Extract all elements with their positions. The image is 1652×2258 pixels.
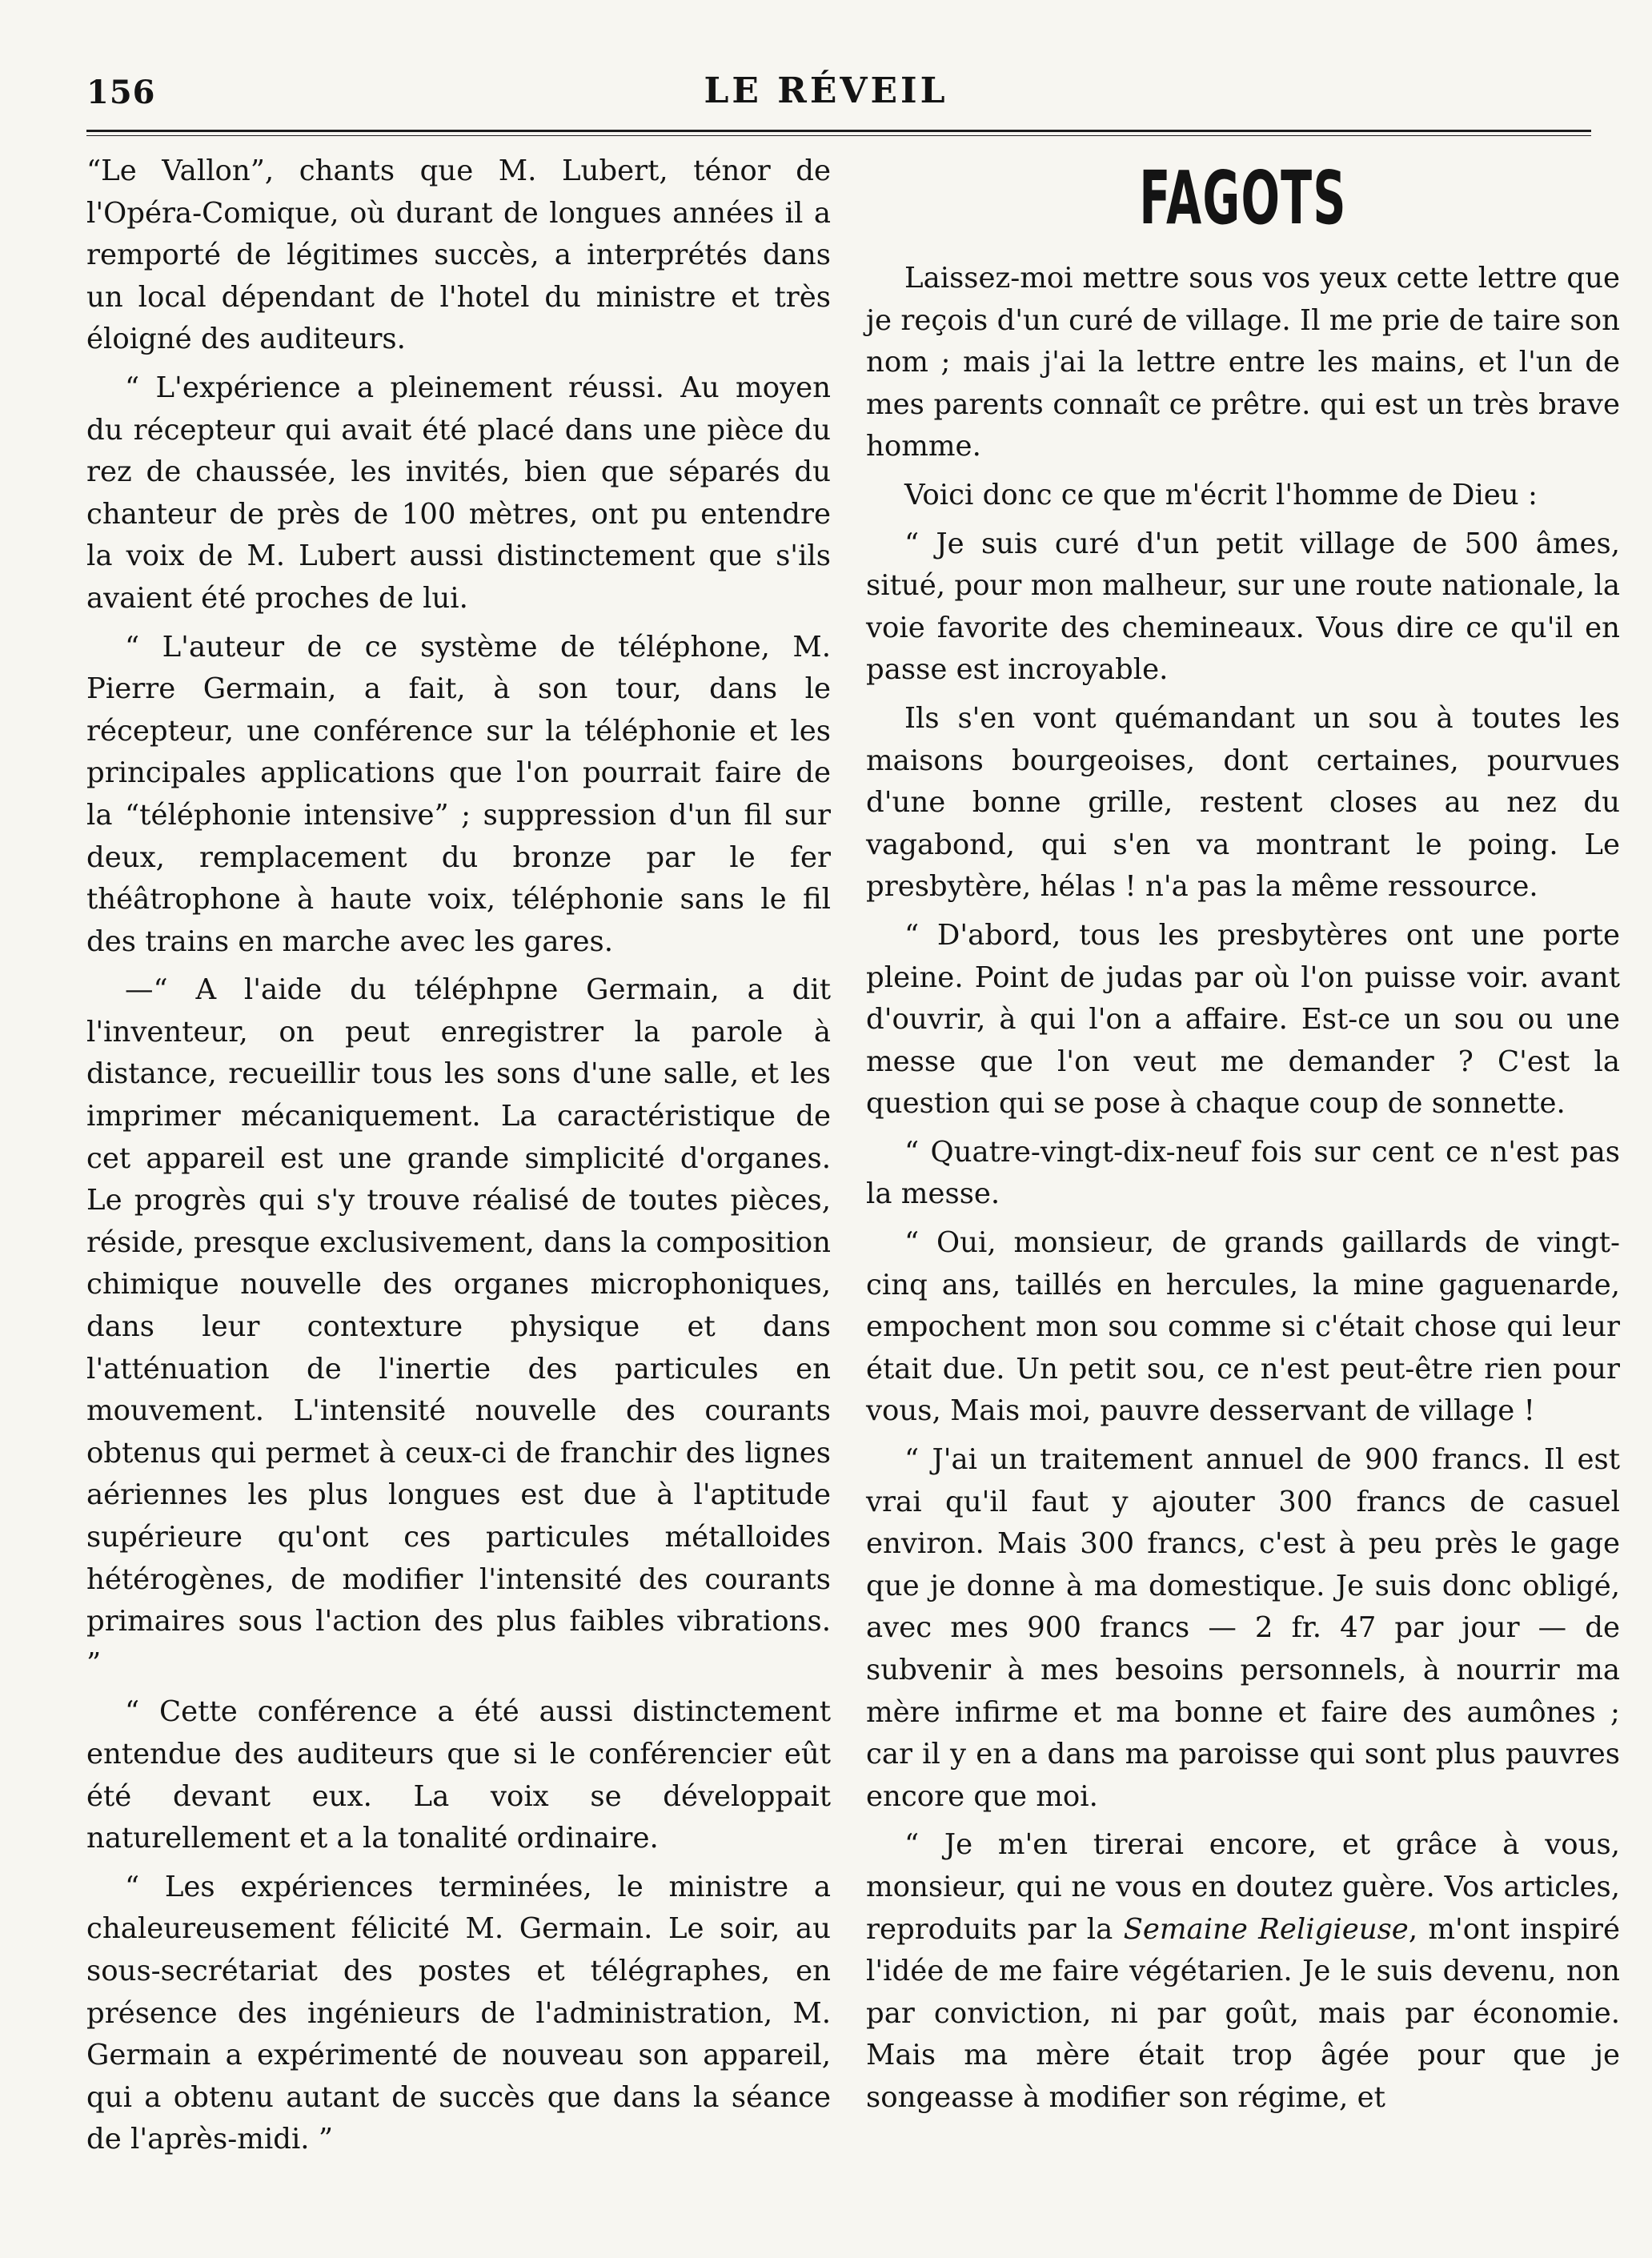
left-column xyxy=(86,150,831,2168)
paragraph: “ L'auteur de ce système de téléphone, M. Pierre Germain, a fait, à son tour, dans le récepteur, une conférence sur la téléphonie et les principales applications que l'on pourrait faire de la “téléphonie intensive” ; suppression d'un fil sur deux, remplacement du bronze par le fer théâtrophone à haute voix, téléphonie sans le fil des trains en marche avec les gares. xyxy=(86,630,831,958)
text-run: , m'ont inspiré l'idée de me faire végétarien. Je le suis devenu, non par conviction, ni par goût, mais par économie. Mais ma mère était trop âgée pour que je songeasse à modifier son régime, et xyxy=(866,1912,1620,2114)
page-number: 156 xyxy=(86,74,156,111)
paragraph: “Le Vallon”, chants que M. Lubert, ténor de l'Opéra-Comique, où durant de longues années il a remporté de légitimes succès, a interprétés dans un local dépendant de l'hotel du ministre et très éloigné des auditeurs. xyxy=(86,154,831,356)
right-column xyxy=(866,150,1620,2126)
paragraph: “ D'abord, tous les presbytères ont une porte pleine. Point de judas par où l'on puisse voir. avant d'ouvrir, à qui l'on a affaire. Est-ce un sou ou une messe que l'on veut me demander ? C'est la question qui se pose à chaque coup de sonnette. xyxy=(866,918,1620,1121)
paragraph: “ Oui, monsieur, de grands gaillards de vingt-cinq ans, taillés en hercules, la mine gaguenarde, empochent mon sou comme si c'était chose qui leur était due. Un petit sou, ce n'est peut-être rien pour vous, Mais moi, pauvre desservant de village ! xyxy=(866,1226,1620,1428)
paragraph: “ J'ai un traitement annuel de 900 francs. Il est vrai qu'il faut y ajouter 300 francs de casuel environ. Mais 300 francs, c'est à peu près le gage que je donne à ma domestique. Je suis donc obligé, avec mes 900 francs — 2 fr. 47 par jour — de subvenir à mes besoins personnels, à nourrir ma mère infirme et ma bonne et faire des aumônes ; car il y en a dans ma paroisse qui sont plus pauvres encore que moi. xyxy=(866,1443,1620,1813)
paragraph: “ Cette conférence a été aussi distinctement entendue des auditeurs que si le conférencier eût été devant eux. La voix se développait naturellement et a la tonalité ordinaire. xyxy=(86,1695,831,1855)
text-run: “ Je m'en tirerai encore, et grâce à vous, monsieur, qui ne vous en doutez guère. Vos articles, reproduits par la xyxy=(866,1828,1620,1946)
paragraph: Laissez-moi mettre sous vos yeux cette lettre que je reçois d'un curé de village. Il me prie de taire son nom ; mais j'ai la lettre entre les mains, et l'un de mes parents connaît ce prêtre. qui est un très brave homme. xyxy=(866,262,1620,463)
paragraph: Ils s'en vont quémandant un sou à toutes les maisons bourgeoises, dont certaines, pourvues d'une bonne grille, restent closes au nez du vagabond, qui s'en va montrant le poing. Le presbytère, hélas ! n'a pas la même ressource. xyxy=(866,701,1620,904)
paragraph: Voici donc ce que m'écrit l'homme de Dieu : xyxy=(904,478,1538,511)
paragraph: —“ A l'aide du téléphpne Germain, a dit l'inventeur, on peut enregistrer la parole à distance, recueillir tous les sons d'une salle, et les imprimer mécaniquement. La caractéristique de cet appareil est une grande simplicité d'organes. Le progrès qui s'y trouve réalisé de toutes pièces, réside, presque exclusivement, dans la composition chimique nouvelle des organes microphoniques, dans leur contexture physique et dans l'atténuation de l'inertie des particules en mouvement. L'intensité nouvelle des courants obtenus qui permet à ceux-ci de franchir des lignes aériennes les plus longues est due à l'aptitude supérieure qu'ont ces particules métalloides hétérogènes, de modifier l'intensité des courants primaires sous l'action des plus faibles vibrations. ” xyxy=(86,973,831,1680)
paragraph: “ L'expérience a pleinement réussi. Au moyen du récepteur qui avait été placé dans une pièce du rez de chaussée, les invités, bien que séparés du chanteur de près de 100 mètres, ont pu entendre la voix de M. Lubert aussi distinctement que s'ils avaient été proches de lui. xyxy=(86,371,831,615)
paragraph: “ Je suis curé d'un petit village de 500 âmes, situé, pour mon malheur, sur une route nationale, la voie favorite des chemineaux. Vous dire ce qu'il en passe est incroyable. xyxy=(866,527,1620,687)
paragraph: “ Les expériences terminées, le ministre a chaleureusement félicité M. Germain. Le soir, au sous-secrétariat des postes et télégraphes, en présence des ingénieurs de l'administration, M. Germain a expérimenté de nouveau son appareil, qui a obtenu autant de succès que dans la séance de l'après-midi. ” xyxy=(86,1870,831,2156)
journal-title: LE RÉVEIL xyxy=(704,70,948,111)
header-rule xyxy=(86,130,1591,136)
paragraph: “ Quatre-vingt-dix-neuf fois sur cent ce n'est pas la messe. xyxy=(866,1135,1620,1211)
publication-title: Semaine Religieuse xyxy=(1123,1912,1409,1946)
article-title: FAGOTS xyxy=(1139,155,1347,241)
paragraph-with-italic xyxy=(866,1824,1620,2119)
